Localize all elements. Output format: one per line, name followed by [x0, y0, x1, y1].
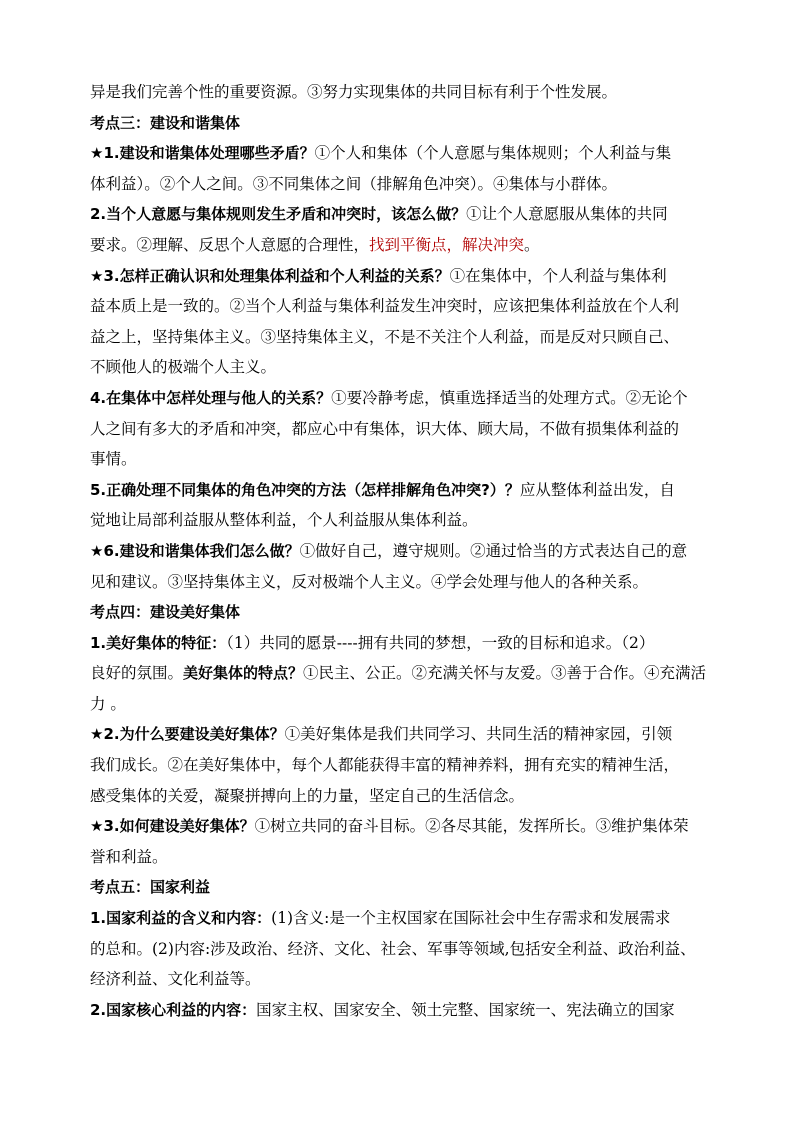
- text-line: [90, 138, 710, 169]
- question-text: 2.国家核心利益的内容：: [90, 1000, 257, 1019]
- text-line: [90, 352, 710, 383]
- highlight-text: 找到平衡点，解决冲突: [369, 235, 525, 254]
- body-text: ①让个人意愿服从集体的共同: [466, 205, 668, 224]
- body-text: 我们成长。②在美好集体中，每个人都能获得丰富的精神养料，拥有充实的精神生活，: [90, 756, 680, 775]
- body-text: （1）共同的愿景----拥有共同的梦想，一致的目标和追求。（2）: [226, 633, 655, 652]
- body-text: ①要冷静考虑，慎重选择适当的处理方式。②无论个: [331, 388, 688, 407]
- question-text: ★6.建设和谐集体我们怎么做？: [90, 541, 300, 560]
- question-text: 美好集体的特点？: [183, 664, 304, 683]
- body-text: ①做好自己，遵守规则。②通过恰当的方式表达自己的意: [299, 541, 688, 560]
- body-text: 觉地让局部利益服从整体利益，个人利益服从集体利益。: [90, 511, 478, 530]
- text-line: [90, 414, 710, 445]
- text-line: [90, 505, 710, 536]
- body-text: 力 。: [90, 694, 126, 713]
- body-text: 感受集体的关爱，凝聚拼搏向上的力量，坚定自己的生活信念。: [90, 786, 525, 805]
- body-text: 益本质上是一致的。②当个人利益与集体利益发生冲突时，应该把集体利益放在个人利: [90, 297, 680, 316]
- body-text: 体利益）。②个人之间。③不同集体之间（排解角色冲突）。④集体与小群体。: [90, 174, 618, 193]
- body-text: (1)含义:是一个主权国家在国际社会中生存需求和发展需求: [271, 909, 671, 928]
- body-text: 应从整体利益出发，自: [519, 480, 675, 499]
- text-line: [90, 689, 710, 720]
- text-line: [90, 995, 710, 1026]
- text-line: [90, 108, 710, 139]
- question-text: ★2.为什么要建设美好集体？: [90, 725, 285, 744]
- body-text: 良好的氛围。: [90, 664, 184, 683]
- text-line: [90, 781, 710, 812]
- text-line: [90, 291, 710, 322]
- text-line: [90, 628, 710, 659]
- text-line: [90, 597, 710, 628]
- body-text: 的总和。(2)内容:涉及政治、经济、文化、社会、军事等领域,包括安全利益、政治利益、: [90, 939, 696, 958]
- text-line: [90, 475, 710, 506]
- body-text: 见和建议。③坚持集体主义，反对极端个人主义。④学会处理与他人的各种关系。: [90, 572, 649, 591]
- question-text: ★3.如何建设美好集体？: [90, 817, 255, 836]
- body-text: 异是我们完善个性的重要资源。③努力实现集体的共同目标有利于个性发展。: [90, 83, 618, 101]
- document-page: [90, 77, 710, 1025]
- text-line: [90, 658, 710, 689]
- section-heading: 考点五：国家利益: [90, 878, 211, 897]
- text-line: [90, 934, 710, 965]
- body-text: 誉和利益。: [90, 847, 168, 866]
- question-text: 4.在集体中怎样处理与他人的关系？: [90, 388, 332, 407]
- body-text: 不顾他人的极端个人主义。: [90, 358, 277, 377]
- body-text: ①树立共同的奋斗目标。②各尽其能，发挥所长。③维护集体荣: [254, 817, 689, 836]
- body-text: ①美好集体是我们共同学习、共同生活的精神家园，引领: [284, 725, 673, 744]
- body-text: 要求。②理解、反思个人意愿的合理性，: [90, 235, 370, 254]
- text-line: [90, 811, 710, 842]
- body-text: 人之间有多大的矛盾和冲突，都应心中有集体，识大体、顾大局，不做有损集体利益的: [90, 419, 680, 438]
- body-text: ①在集体中，个人利益与集体利: [449, 266, 667, 285]
- text-line: [90, 536, 710, 567]
- question-text: ★1.建设和谐集体处理哪些矛盾？: [90, 144, 315, 163]
- body-text: 。: [524, 235, 540, 254]
- body-text: ①个人和集体（个人意愿与集体规则；个人利益与集: [314, 144, 672, 163]
- body-text: ①民主、公正。②充满关怀与友爱。③善于合作。④充满活: [303, 664, 707, 683]
- text-line: [90, 230, 710, 261]
- text-line: [90, 261, 710, 292]
- body-text: 经济利益、文化利益等。: [90, 970, 261, 989]
- text-line: [90, 383, 710, 414]
- body-text: 国家主权、国家安全、领土完整、国家统一、宪法确立的国家: [256, 1000, 675, 1019]
- text-line: [90, 77, 710, 108]
- text-line: [90, 199, 710, 230]
- text-line: [90, 444, 710, 475]
- text-line: [90, 903, 710, 934]
- question-text: ★3.怎样正确认识和处理集体利益和个人利益的关系？: [90, 266, 450, 285]
- question-text: 2.当个人意愿与集体规则发生矛盾和冲突时，该怎么做？: [90, 205, 467, 224]
- text-line: [90, 872, 710, 903]
- body-text: 益之上，坚持集体主义。③坚持集体主义，不是不关注个人利益，而是反对只顾自己、: [90, 327, 680, 346]
- text-line: [90, 719, 710, 750]
- text-line: [90, 842, 710, 873]
- body-text: 事情。: [90, 450, 137, 469]
- text-line: [90, 169, 710, 200]
- section-heading: 考点四：建设美好集体: [90, 603, 241, 622]
- question-text: 5.正确处理不同集体的角色冲突的方法（怎样排解角色冲突?）？: [90, 480, 520, 499]
- question-text: 1.美好集体的特征：: [90, 633, 227, 652]
- text-line: [90, 750, 710, 781]
- question-text: 1.国家利益的含义和内容：: [90, 909, 272, 928]
- section-heading: 考点三：建设和谐集体: [90, 113, 241, 132]
- text-line: [90, 322, 710, 353]
- text-line: [90, 567, 710, 598]
- text-line: [90, 964, 710, 995]
